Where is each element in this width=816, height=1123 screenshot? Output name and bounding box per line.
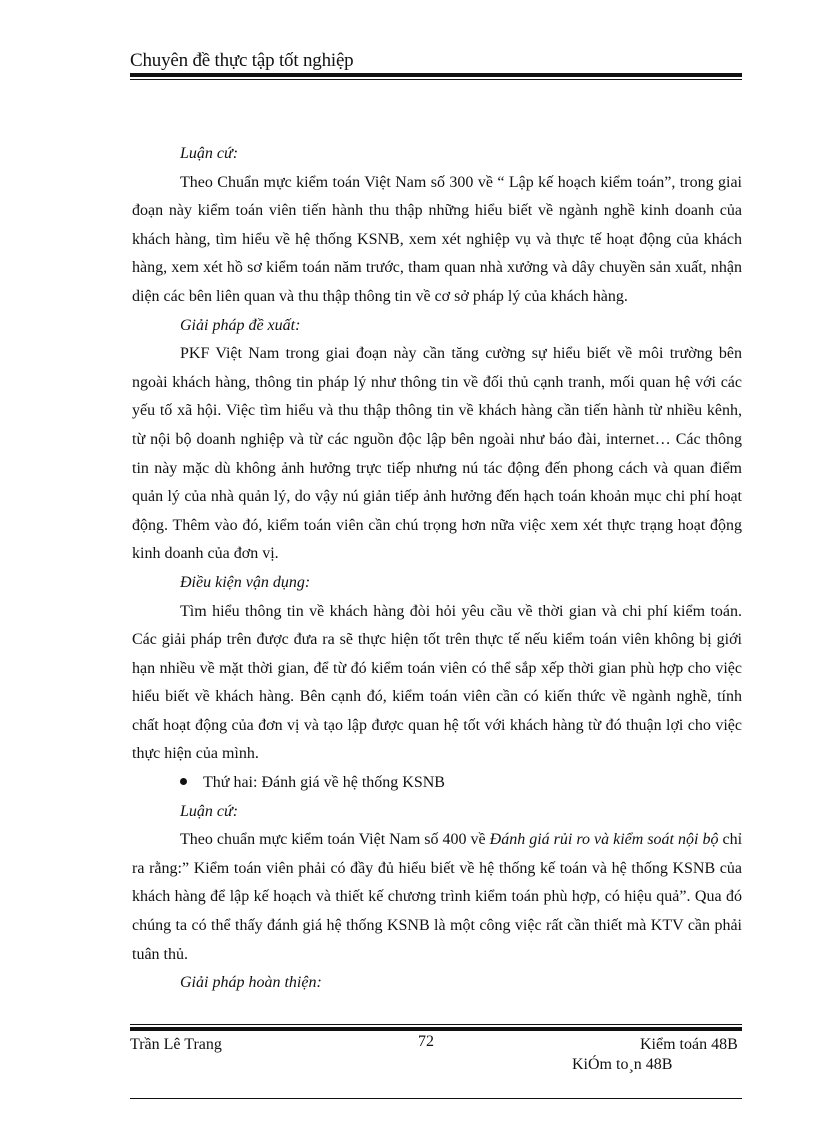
standard-title-italic: Đánh giá rủi ro và kiểm soát nội bộ [489, 831, 719, 849]
paragraph-giai-phap: PKF Việt Nam trong giai đoạn này cần tăng cường sự hiểu biết về môi trường bên ngoài khách hàng, thông tin pháp lý như thông tin về đối thủ cạnh tranh, mối quan hệ với các yếu tố xã hội. Việc tìm hiểu và thu thập thông tin về khách hàng cần tiến hành từ nhiều kênh, từ nội bộ doanh nghiệp và từ các nguồn độc lập bên ngoài như báo đài, internet… Các thông tin này mặc dù không ảnh hưởng trực tiếp nhưng nú tác động đến phong cách và quan điểm quản lý của nhà quản lý, do vậy nú giản tiếp ảnh hưởng đến hạch toán khoản mục chi phí hoạt động. Thêm vào đó, kiểm toán viên cần chú trọng hơn nữa việc xem xét thực trạng hoạt động kinh doanh của đơn vị. [132, 345, 742, 563]
footer-author: Trần Lê Trang [130, 1036, 222, 1053]
header-rule-thin [130, 79, 742, 80]
section-heading-giai-phap-hoan-thien: Giải pháp hoàn thiện: [180, 974, 322, 992]
bullet-icon [180, 778, 187, 785]
page-header-title: Chuyên đề thực tập tốt nghiệp [130, 50, 354, 71]
paragraph-text-start: Theo chuẩn mực kiểm toán Việt Nam số 400 về [180, 831, 490, 849]
section-heading-luan-cu: Luận cứ: [180, 145, 239, 162]
paragraph-luan-cu: Theo Chuẩn mực kiểm toán Việt Nam số 300 về “ Lập kế hoạch kiểm toán”, trong giai đoạn này kiểm toán viên tiến hành thu thập những hiểu biết về ngành nghề kinh doanh của khách hàng, tìm hiểu về hệ thống KSNB, xem xét nghiệp vụ và thực tế hoạt động của khách hàng, xem xét hồ sơ kiểm toán năm trước, tham quan nhà xưởng và dây chuyền sản xuất, nhận diện các bên liên quan và thu thập thông tin về cơ sở pháp lý của khách hàng. [132, 173, 742, 305]
section-heading-dieu-kien: Điều kiện vận dụng: [180, 573, 311, 591]
paragraph-text-end: chỉ ra rằng:” Kiểm toán viên phải có đầy đủ hiểu biết về hệ thống kế toán và hệ thống KSNB của khách hàng để lập kế hoạch và thiết kế chương trình kiểm toán phù hợp, có hiệu quả”. Qua đó chúng ta có thể thấy đánh giá hệ thống KSNB là một công việc rất cần thiết mà KTV cần phải tuân thủ. [132, 831, 743, 963]
section-heading-giai-phap: Giải pháp đề xuất: [180, 316, 301, 334]
footer-class: Kiểm toán 48B [640, 1036, 738, 1053]
paragraph-dieu-kien: Tìm hiểu thông tin về khách hàng đòi hỏi yêu cầu về thời gian và chi phí kiểm toán. Các giải pháp trên được đưa ra sẽ thực hiện tốt trên thực tế nếu kiểm toán viên không bị giới hạn nhiều về mặt thời gian, để từ đó kiểm toán viên có thể sắp xếp thời gian phù hợp cho việc hiểu biết về khách hàng. Bên cạnh đó, kiểm toán viên cần có kiến thức về ngành nghề, tính chất hoạt động của đơn vị và tạo lập được quan hệ tốt với khách hàng từ đó thuận lợi cho việc thực hiện của mình. [132, 602, 742, 763]
footer-rule-bottom [130, 1098, 742, 1099]
bullet-text: Thứ hai: Đánh giá về hệ thống KSNB [203, 774, 445, 792]
section-heading-luan-cu-2: Luận cứ: [180, 802, 239, 820]
paragraph-luan-cu-2 [132, 826, 742, 969]
document-body [132, 140, 742, 998]
bullet-item [132, 769, 742, 798]
footer-page-number: 72 [418, 1033, 434, 1050]
footer-class-garbled: KiÓm to¸n 48B [572, 1056, 673, 1073]
footer-rule-thick [130, 1027, 742, 1031]
footer-rule-thin [130, 1024, 742, 1025]
header-rule-thick [130, 73, 742, 77]
